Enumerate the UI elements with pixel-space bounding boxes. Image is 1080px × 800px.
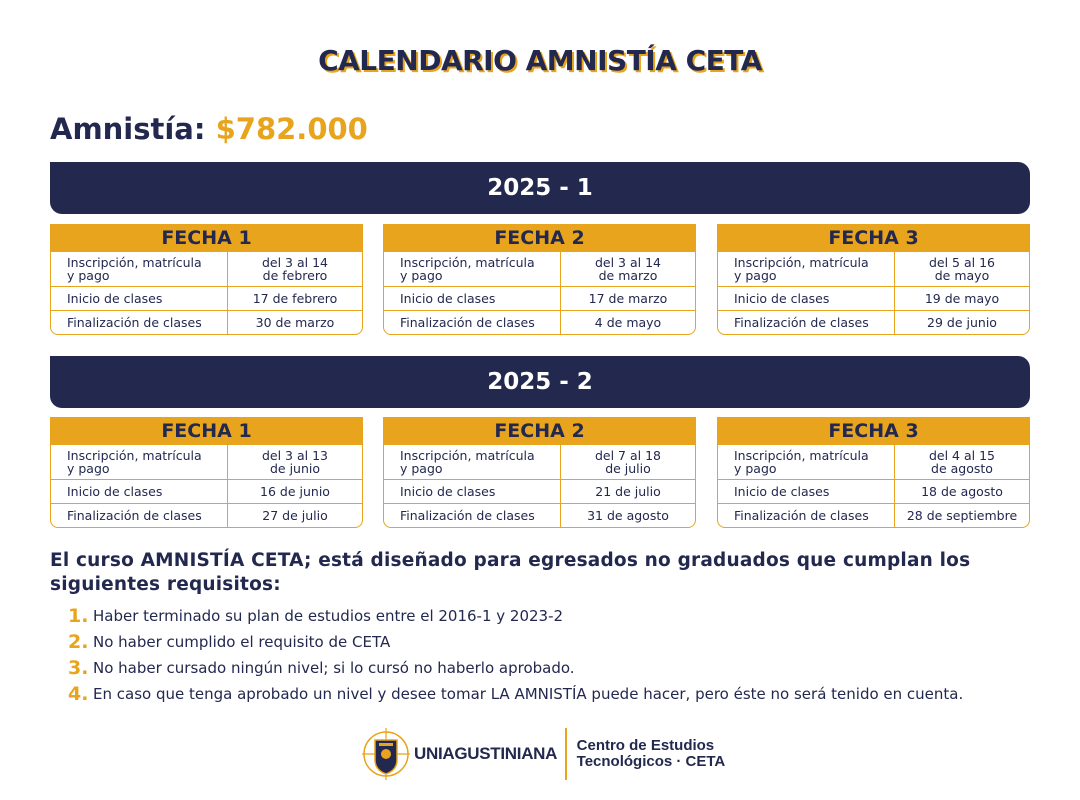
fecha-card-2025-2-fecha-2	[383, 417, 696, 528]
ceta-logo-text	[577, 738, 726, 770]
row-value: del 4 al 15 de agosto	[928, 448, 995, 476]
row-label: Inicio de clases	[51, 287, 228, 310]
row-value: del 5 al 16 de mayo	[928, 255, 995, 283]
row-value: 21 de julio	[595, 484, 661, 499]
fecha-title: FECHA 2	[384, 418, 695, 444]
row-label: Inicio de clases	[718, 287, 895, 310]
table-row	[51, 251, 362, 286]
row-label: Inicio de clases	[718, 480, 895, 503]
list-text: En caso que tenga aprobado un nivel y desee tomar LA AMNISTÍA puede hacer, pero éste no será tenido en cuenta.	[93, 685, 964, 703]
fecha-card-2025-1-fecha-3	[717, 224, 1030, 335]
amnistia-amount: $782.000	[215, 112, 368, 146]
row-value: 17 de marzo	[588, 291, 668, 306]
table-row	[384, 479, 695, 503]
table-row	[384, 310, 695, 334]
row-value: del 3 al 14 de febrero	[261, 255, 328, 283]
logo-divider	[565, 728, 567, 780]
list-text: Haber terminado su plan de estudios entre el 2016-1 y 2023-2	[93, 607, 564, 625]
row-value: 27 de julio	[262, 508, 328, 523]
row-value: 18 de agosto	[921, 484, 1003, 499]
table-row	[384, 286, 695, 310]
table-row	[384, 503, 695, 527]
table-row	[51, 286, 362, 310]
row-label: Finalización de clases	[51, 504, 228, 527]
table-row	[718, 251, 1029, 286]
row-label: Inicio de clases	[384, 480, 561, 503]
uniagustiniana-logo-text: UNIAGUSTINIANA	[414, 744, 558, 763]
page-title: CALENDARIO AMNISTÍA CETA	[318, 44, 762, 77]
footer-logos	[360, 724, 725, 784]
row-value: del 7 al 18 de julio	[594, 448, 661, 476]
row-label: Inscripción, matrícula y pago	[384, 445, 561, 479]
ceta-line-2: Tecnológicos · CETA	[576, 753, 726, 770]
amnistia-label: Amnistía:	[50, 112, 206, 146]
fecha-title: FECHA 2	[384, 225, 695, 251]
row-value: 4 de mayo	[594, 315, 662, 330]
row-label: Finalización de clases	[384, 504, 561, 527]
period-header-2025-1: 2025 - 1	[50, 162, 1030, 214]
uniagustiniana-shield-icon	[360, 726, 412, 782]
row-label: Finalización de clases	[718, 311, 895, 334]
row-label: Inscripción, matrícula y pago	[718, 252, 895, 286]
list-number: 1.	[68, 605, 89, 627]
row-label: Finalización de clases	[384, 311, 561, 334]
fecha-card-2025-1-fecha-2	[383, 224, 696, 335]
amnistia-price	[50, 112, 368, 146]
fecha-title: FECHA 3	[718, 418, 1029, 444]
row-value: 29 de junio	[927, 315, 997, 330]
row-label: Inicio de clases	[384, 287, 561, 310]
list-item	[68, 629, 1048, 655]
row-value: del 3 al 13 de junio	[261, 448, 328, 476]
list-text: No haber cursado ningún nivel; si lo cursó no haberlo aprobado.	[93, 659, 575, 677]
fecha-title: FECHA 3	[718, 225, 1029, 251]
table-row	[51, 479, 362, 503]
period-header-2025-2: 2025 - 2	[50, 356, 1030, 408]
requirements-list	[68, 603, 1048, 707]
row-label: Finalización de clases	[51, 311, 228, 334]
row-label: Finalización de clases	[718, 504, 895, 527]
requirements-heading: El curso AMNISTÍA CETA; está diseñado para egresados no graduados que cumplan los siguientes requisitos:	[50, 550, 971, 595]
table-row	[51, 503, 362, 527]
list-item	[68, 603, 1048, 629]
table-row	[718, 310, 1029, 334]
fecha-title: FECHA 1	[51, 225, 362, 251]
row-value: 28 de septiembre	[906, 508, 1018, 523]
row-label: Inscripción, matrícula y pago	[718, 445, 895, 479]
table-row	[718, 286, 1029, 310]
table-row	[718, 479, 1029, 503]
row-label: Inscripción, matrícula y pago	[51, 445, 228, 479]
fecha-title: FECHA 1	[51, 418, 362, 444]
fecha-card-2025-1-fecha-1	[50, 224, 363, 335]
fecha-card-2025-2-fecha-3	[717, 417, 1030, 528]
row-value: 19 de mayo	[924, 291, 1000, 306]
table-row	[384, 444, 695, 479]
row-value: 30 de marzo	[255, 315, 335, 330]
row-value: 17 de febrero	[252, 291, 338, 306]
table-row	[384, 251, 695, 286]
table-row	[51, 444, 362, 479]
fecha-card-2025-2-fecha-1	[50, 417, 363, 528]
list-number: 2.	[68, 631, 89, 653]
table-row	[718, 503, 1029, 527]
table-row	[51, 310, 362, 334]
list-item	[68, 655, 1048, 681]
row-label: Inicio de clases	[51, 480, 228, 503]
ceta-line-1: Centro de Estudios	[576, 737, 715, 754]
row-value: 16 de junio	[260, 484, 330, 499]
row-label: Inscripción, matrícula y pago	[51, 252, 228, 286]
row-label: Inscripción, matrícula y pago	[384, 252, 561, 286]
row-value: del 3 al 14 de marzo	[594, 255, 661, 283]
row-value: 31 de agosto	[587, 508, 669, 523]
list-number: 4.	[68, 683, 89, 705]
table-row	[718, 444, 1029, 479]
list-text: No haber cumplido el requisito de CETA	[93, 633, 391, 651]
list-item	[68, 681, 1048, 707]
list-number: 3.	[68, 657, 89, 679]
